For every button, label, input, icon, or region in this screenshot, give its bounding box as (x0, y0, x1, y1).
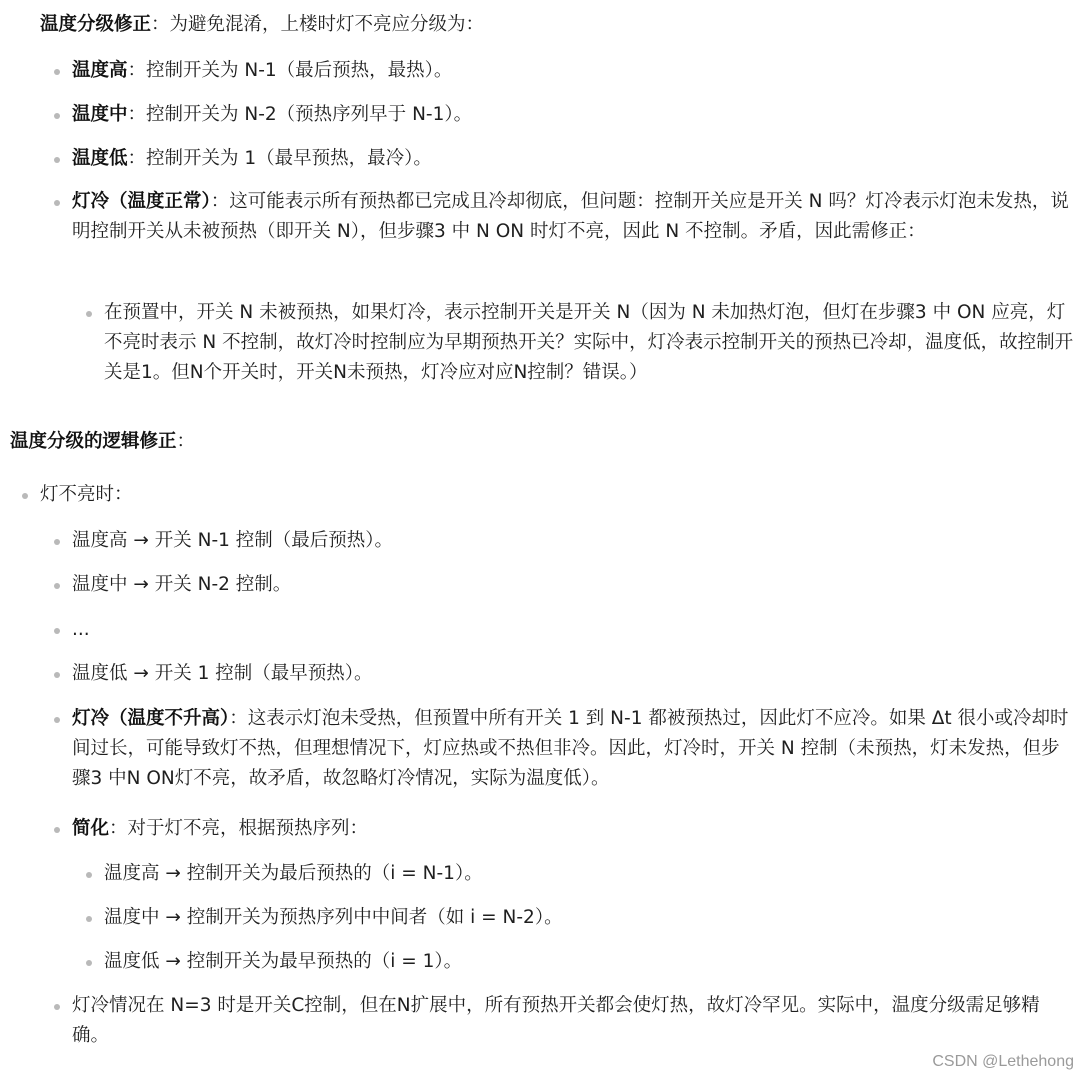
sub-list-item (104, 947, 462, 977)
list-item (72, 991, 1074, 1051)
bullet (54, 717, 60, 723)
sub-item-text: 温度高 → 控制开关为最后预热的（i = N-1）。 (104, 863, 483, 884)
list-item (72, 659, 373, 689)
sub-list-item (104, 859, 483, 889)
section-heading (10, 427, 195, 457)
item-bold: 温度高 (72, 60, 128, 81)
item-bold: 灯冷（温度不升高） (72, 708, 230, 729)
item-text: ：这可能表示所有预热都已完成且冷却彻底，但问题：控制开关应是开关 N 吗？灯冷表示灯泡未发热，说明控制开关从未被预热（即开关 N），但步骤3 中 N ON 时灯不亮，因此 N 不控制。矛盾，因此需修正： (72, 191, 1069, 242)
sub-item-text: 温度低 → 控制开关为最早预热的（i = 1）。 (104, 951, 463, 972)
item-text: 温度低 → 开关 1 控制（最早预热）。 (72, 663, 373, 684)
bullet (54, 539, 60, 545)
section-title: 温度分级的逻辑修正 (10, 431, 177, 452)
intro-paragraph (40, 10, 484, 40)
bullet (54, 628, 60, 634)
sub-item-text: 在预置中，开关 N 未被预热，如果灯冷，表示控制开关是开关 N（因为 N 未加热灯泡，但灯在步骤3 中 ON 应亮，灯不亮时表示 N 不控制，故灯冷时控制应为早期预热开关？实际中，灯冷表示控制开关的预热已冷却，温度低，故控制开关是1。但N个开关时，开关N未预热，灯冷应对应N控制？错误。） (104, 302, 1074, 383)
bullet (54, 583, 60, 589)
bullet (86, 916, 92, 922)
bullet (86, 960, 92, 966)
watermark: CSDN @Lethehong (932, 1053, 1074, 1070)
list-item (72, 704, 1072, 794)
list-item (72, 100, 472, 130)
bullet (86, 311, 92, 317)
bullet (54, 113, 60, 119)
intro-text: ：为避免混淆，上楼时灯不亮应分级为： (151, 14, 485, 35)
list-item (72, 615, 90, 645)
bullet (54, 69, 60, 75)
sub-list-item (104, 903, 563, 933)
bullet (54, 1004, 60, 1010)
list-item (72, 187, 1077, 247)
item-text: ... (72, 619, 90, 640)
item-text: 灯冷情况在 N=3 时是开关C控制，但在N扩展中，所有预热开关都会使灯热，故灯冷罕见。实际中，温度分级需足够精确。 (72, 995, 1040, 1046)
list-item (72, 570, 291, 600)
item-text: ：对于灯不亮，根据预热序列： (109, 818, 369, 839)
list-item (40, 480, 133, 510)
item-bold: 温度低 (72, 148, 128, 169)
item-text: 温度中 → 开关 N-2 控制。 (72, 574, 292, 595)
sub-list-item (104, 298, 1074, 388)
list-item (72, 56, 452, 86)
list-item (72, 814, 368, 844)
bullet (54, 157, 60, 163)
sub-item-text: 温度中 → 控制开关为预热序列中中间者（如 i = N-2）。 (104, 907, 563, 928)
item-text: 灯不亮时： (40, 484, 133, 505)
bullet (22, 493, 28, 499)
item-text: ：控制开关为 N-2（预热序列早于 N-1）。 (127, 104, 473, 125)
item-bold: 灯冷（温度正常） (72, 191, 211, 212)
item-text: ：控制开关为 1（最早预热，最冷）。 (127, 148, 432, 169)
bullet (54, 200, 60, 206)
item-text: ：控制开关为 N-1（最后预热，最热）。 (127, 60, 453, 81)
list-item (72, 526, 393, 556)
intro-title: 温度分级修正 (40, 14, 152, 35)
list-item (72, 144, 432, 174)
item-text: ：这表示灯泡未受热，但预置中所有开关 1 到 N-1 都被预热过，因此灯不应冷。如果 Δt 很小或冷却时间过长，可能导致灯不热，但理想情况下，灯应热或不热但非冷。因此，灯冷时，开关 N 控制（未预热，灯未发热，但步骤3 中N ON灯不亮，故矛盾，故忽略灯冷情况，实际为温度低）。 (72, 708, 1069, 789)
item-text: 温度高 → 开关 N-1 控制（最后预热）。 (72, 530, 394, 551)
item-bold: 温度中 (72, 104, 128, 125)
section-colon: ： (176, 431, 196, 452)
item-bold: 简化 (72, 818, 110, 839)
bullet (54, 672, 60, 678)
bullet (86, 872, 92, 878)
bullet (54, 827, 60, 833)
